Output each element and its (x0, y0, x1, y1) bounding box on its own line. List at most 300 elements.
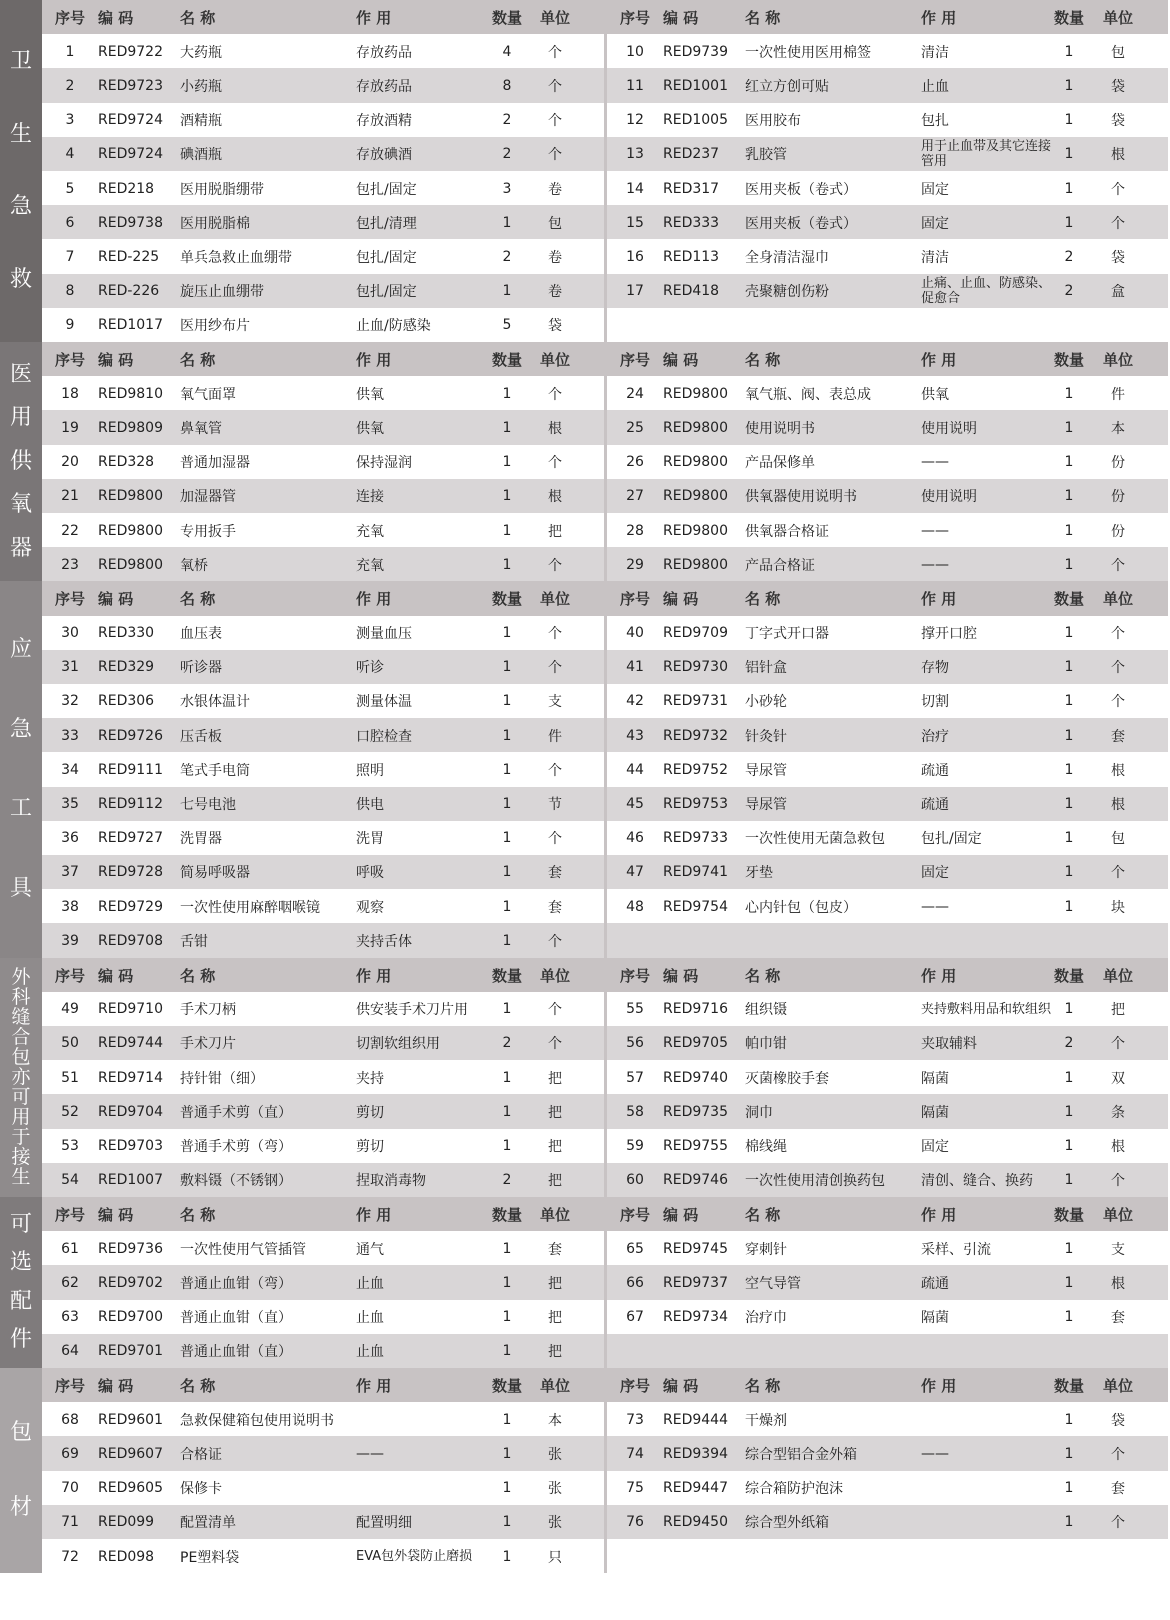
header-code: 编 码 (98, 1206, 134, 1224)
cell-name: 笔式手电筒 (180, 762, 250, 779)
cell-no: 32 (61, 693, 79, 710)
left-item (42, 718, 604, 753)
cell-name: 专用扳手 (180, 523, 236, 540)
cell-no: 36 (61, 830, 79, 847)
cell-code: RED9740 (663, 1069, 728, 1086)
header-unit: 单位 (1102, 590, 1133, 609)
cell-name: PE塑料袋 (180, 1549, 240, 1566)
cell-code: RED9728 (98, 864, 163, 881)
cell-qty: 1 (1064, 43, 1074, 60)
cell-unit (1095, 308, 1141, 343)
cell-qty: 1 (502, 419, 512, 436)
cell-qty: 2 (1064, 283, 1074, 300)
cell-code: RED099 (98, 1514, 155, 1531)
header-code: 编 码 (663, 1206, 699, 1224)
header-no: 序号 (54, 351, 85, 369)
cell-qty: 1 (1064, 761, 1074, 778)
right-item (607, 1539, 1169, 1574)
cell-code: RED9736 (98, 1240, 163, 1257)
right-item (607, 684, 1169, 719)
cell-no: 43 (626, 727, 644, 744)
right-item (607, 34, 1169, 69)
cell-name: 产品合格证 (745, 557, 815, 574)
cell-no: 59 (626, 1138, 644, 1155)
cell-unit: 张 (548, 1481, 562, 1498)
column-divider (604, 342, 607, 581)
right-item (607, 992, 1169, 1027)
cell-name: 医用夹板（卷式） (745, 215, 857, 232)
header-unit: 单位 (1102, 1206, 1133, 1224)
header-use: 作 用 (356, 9, 392, 27)
left-item (42, 239, 604, 274)
cell-use: 用于止血带及其它连接管用 (921, 139, 1052, 170)
cell-code: RED9710 (98, 1001, 163, 1018)
cell-qty: 1 (1064, 1172, 1074, 1189)
side-label-char: 用 (9, 405, 32, 431)
left-item (42, 1094, 604, 1129)
header-no: 序号 (619, 590, 650, 609)
cell-use: 包扎/清理 (356, 215, 417, 232)
right-item (607, 68, 1169, 103)
left-item (42, 650, 604, 685)
cell-unit: 把 (1111, 1002, 1125, 1019)
cell-code: RED9704 (98, 1103, 163, 1120)
cell-no: 70 (61, 1480, 79, 1497)
side-label-char: 生 (9, 121, 32, 147)
left-item (42, 513, 604, 548)
cell-use: 止血 (356, 1275, 384, 1292)
cell-unit: 本 (1111, 420, 1125, 437)
right-item (607, 1265, 1169, 1300)
cell-no: 25 (626, 419, 644, 436)
cell-code: RED218 (98, 180, 155, 197)
header-no: 序号 (54, 9, 85, 27)
cell-name: 医用夹板（卷式） (745, 181, 857, 198)
cell-use: 包扎/固定 (356, 181, 417, 198)
cell-qty: 1 (1064, 796, 1074, 813)
left-item (42, 1129, 604, 1164)
cell-no: 28 (626, 522, 644, 539)
cell-unit: 袋 (1111, 249, 1125, 266)
cell-name: 合格证 (180, 1446, 222, 1463)
side-label-char: 工 (9, 796, 32, 822)
cell-name: 空气导管 (745, 1275, 801, 1292)
cell-use: 止血/防感染 (356, 318, 431, 335)
cell-no: 30 (61, 625, 79, 642)
cell-no: 16 (626, 248, 644, 265)
cell-use: 存放酒精 (356, 113, 412, 130)
cell-unit: 套 (548, 865, 562, 882)
cell-use: 通气 (356, 1241, 384, 1258)
cell-name: 干燥剂 (745, 1412, 787, 1429)
cell-unit: 个 (548, 660, 562, 677)
cell-qty: 1 (502, 214, 512, 231)
cell-use (921, 1539, 1061, 1574)
cell-no: 51 (61, 1069, 79, 1086)
cell-name: 洗胃器 (180, 831, 222, 848)
cell-qty: 2 (502, 248, 512, 265)
header-name: 名 称 (180, 351, 216, 369)
cell-no: 20 (61, 454, 79, 471)
left-item (42, 1163, 604, 1198)
cell-name: 压舌板 (180, 728, 222, 745)
cell-qty: 1 (502, 1548, 512, 1565)
cell-code: RED9733 (663, 830, 728, 847)
cell-name: 医用胶布 (745, 113, 801, 130)
right-item (607, 445, 1169, 480)
cell-use: 供氧 (356, 420, 384, 437)
cell-name: 配置清单 (180, 1515, 236, 1532)
cell-qty: 1 (502, 864, 512, 881)
cell-name: 牙垫 (745, 865, 773, 882)
left-item (42, 684, 604, 719)
cell-name: 保修卡 (180, 1481, 222, 1498)
cell-name: 加湿器管 (180, 489, 236, 506)
cell-unit: 盒 (1111, 284, 1125, 301)
cell-use: 使用说明 (921, 489, 977, 506)
side-label-char: 件 (9, 1327, 32, 1353)
side-label-char: 急 (9, 716, 32, 742)
cell-use: 测量体温 (356, 694, 412, 711)
left-item (42, 752, 604, 787)
cell-name: 供氧器合格证 (745, 523, 829, 540)
cell-use (921, 923, 1061, 958)
header-use: 作 用 (356, 351, 392, 369)
cell-name: 普通手术剪（直） (180, 1104, 292, 1121)
section-side-label (0, 342, 42, 581)
cell-no: 68 (61, 1411, 79, 1428)
cell-no: 55 (626, 1001, 644, 1018)
cell-no: 67 (626, 1309, 644, 1326)
header-right (607, 958, 1169, 993)
right-item (607, 1436, 1169, 1471)
cell-no: 76 (626, 1514, 644, 1531)
cell-unit: 个 (548, 1036, 562, 1053)
left-item (42, 34, 604, 69)
cell-code: RED9734 (663, 1309, 728, 1326)
cell-use: 配置明细 (356, 1515, 412, 1532)
cell-code: RED9601 (98, 1411, 163, 1428)
cell-name: 灭菌橡胶手套 (745, 1070, 829, 1087)
cell-name: 治疗巾 (745, 1310, 787, 1327)
left-item (42, 1231, 604, 1266)
cell-unit: 个 (548, 1002, 562, 1019)
header-unit: 单位 (539, 590, 570, 609)
cell-name: 铝针盒 (745, 660, 787, 677)
cell-unit: 根 (1111, 762, 1125, 779)
side-label-char: 应 (9, 637, 32, 663)
cell-no: 56 (626, 1035, 644, 1052)
cell-code: RED9450 (663, 1514, 728, 1531)
cell-qty: 1 (502, 522, 512, 539)
cell-name (745, 1539, 921, 1574)
cell-name: 导尿管 (745, 762, 787, 779)
cell-name: 小药瓶 (180, 78, 222, 95)
cell-name: 急救保健箱包使用说明书 (180, 1412, 334, 1429)
cell-unit: 包 (1111, 831, 1125, 848)
cell-use: 包扎/固定 (356, 284, 417, 301)
cell-code: RED9703 (98, 1138, 163, 1155)
cell-no (607, 308, 663, 343)
header-code: 编 码 (663, 9, 699, 27)
left-item (42, 547, 604, 582)
cell-code: RED9738 (98, 214, 163, 231)
cell-name: 普通加湿器 (180, 455, 250, 472)
cell-no: 53 (61, 1138, 79, 1155)
cell-qty: 1 (1064, 1138, 1074, 1155)
cell-unit: 把 (548, 1173, 562, 1190)
cell-qty: 1 (1064, 693, 1074, 710)
cell-qty: 4 (502, 43, 512, 60)
header-use: 作 用 (921, 590, 957, 609)
header-name: 名 称 (180, 590, 216, 609)
left-item (42, 1539, 604, 1574)
cell-unit: 个 (1111, 1173, 1125, 1190)
left-item (42, 1265, 604, 1300)
header-use: 作 用 (921, 966, 957, 985)
cell-no: 26 (626, 454, 644, 471)
cell-use (921, 1505, 1061, 1540)
side-label-char: 材 (9, 1495, 32, 1521)
cell-no: 52 (61, 1103, 79, 1120)
cell-code: RED9745 (663, 1240, 728, 1257)
right-item (607, 1129, 1169, 1164)
header-name: 名 称 (745, 966, 781, 985)
cell-no: 6 (65, 214, 75, 231)
left-item (42, 479, 604, 514)
section-4 (0, 1197, 1170, 1368)
side-label-char: 科 (11, 986, 31, 1009)
cell-use: —— (921, 898, 949, 915)
cell-unit: 个 (548, 455, 562, 472)
cell-use: 包扎 (921, 113, 949, 130)
right-item (607, 239, 1169, 274)
cell-code: RED237 (663, 146, 720, 163)
cell-qty: 1 (1064, 1103, 1074, 1120)
right-item (607, 855, 1169, 890)
cell-name: 大药瓶 (180, 44, 222, 61)
cell-no: 75 (626, 1480, 644, 1497)
cell-code: RED9800 (98, 556, 163, 573)
cell-qty: 1 (502, 488, 512, 505)
cell-unit: 袋 (1111, 1412, 1125, 1429)
cell-use: 固定 (921, 1139, 949, 1156)
cell-name: 导尿管 (745, 797, 787, 814)
cell-qty: 8 (502, 77, 512, 94)
cell-no: 38 (61, 898, 79, 915)
cell-qty: 1 (1064, 864, 1074, 881)
cell-name: 手术刀片 (180, 1036, 236, 1053)
cell-qty: 1 (1064, 77, 1074, 94)
cell-code: RED9111 (98, 761, 163, 778)
cell-name: 碘酒瓶 (180, 147, 222, 164)
cell-no: 21 (61, 488, 79, 505)
cell-qty: 1 (502, 283, 512, 300)
header-left (42, 1368, 604, 1403)
left-item (42, 445, 604, 480)
cell-use: 止血 (356, 1344, 384, 1361)
cell-no: 11 (626, 77, 644, 94)
cell-unit: 份 (1111, 455, 1125, 472)
cell-qty: 1 (502, 1309, 512, 1326)
cell-unit: 套 (1111, 1310, 1125, 1327)
left-item (42, 68, 604, 103)
cell-no: 2 (65, 77, 75, 94)
cell-name: 旋压止血绷带 (180, 284, 264, 301)
right-item (607, 1060, 1169, 1095)
header-use: 作 用 (356, 966, 392, 985)
cell-use: 存放药品 (356, 78, 412, 95)
cell-code: RED9735 (663, 1103, 728, 1120)
left-item (42, 274, 604, 309)
cell-unit: 把 (548, 1070, 562, 1087)
side-label-char: 急 (9, 194, 32, 220)
cell-no: 42 (626, 693, 644, 710)
cell-name: 壳聚糖创伤粉 (745, 284, 829, 301)
cell-code: RED9809 (98, 419, 163, 436)
cell-no: 12 (626, 112, 644, 129)
left-item (42, 923, 604, 958)
header-name: 名 称 (180, 966, 216, 985)
cell-use: 观察 (356, 899, 384, 916)
cell-unit: 袋 (1111, 78, 1125, 95)
header-use: 作 用 (921, 9, 957, 27)
cell-code: RED9739 (663, 43, 728, 60)
cell-no: 40 (626, 625, 644, 642)
cell-no: 50 (61, 1035, 79, 1052)
cell-code: RED9753 (663, 796, 728, 813)
cell-qty: 1 (502, 454, 512, 471)
cell-use: 测量血压 (356, 626, 412, 643)
side-label-char: 供 (9, 448, 32, 474)
cell-use: 疏通 (921, 797, 949, 814)
right-item (607, 1026, 1169, 1061)
cell-name: 简易呼吸器 (180, 865, 250, 882)
header-left (42, 1197, 604, 1232)
cell-no: 37 (61, 864, 79, 881)
cell-use: —— (921, 556, 949, 573)
cell-use: 夹持舌体 (356, 933, 412, 950)
header-use: 作 用 (356, 590, 392, 609)
cell-code: RED9447 (663, 1480, 728, 1497)
header-qty: 数量 (1053, 966, 1084, 985)
cell-use: —— (921, 454, 949, 471)
cell-code: RED330 (98, 625, 155, 642)
cell-unit: 个 (1111, 694, 1125, 711)
cell-unit: 根 (1111, 1275, 1125, 1292)
cell-name: 穿刺针 (745, 1241, 787, 1258)
cell-qty: 1 (502, 625, 512, 642)
cell-name: 一次性使用麻醉咽喉镜 (180, 899, 320, 916)
cell-code: RED9705 (663, 1035, 728, 1052)
header-unit: 单位 (1102, 9, 1133, 27)
right-item (607, 547, 1169, 582)
cell-use: 听诊 (356, 660, 384, 677)
cell-unit: 个 (1111, 1515, 1125, 1532)
cell-qty: 1 (1064, 454, 1074, 471)
cell-no: 47 (626, 864, 644, 881)
cell-name (745, 308, 921, 343)
header-code: 编 码 (98, 351, 134, 369)
cell-no: 71 (61, 1514, 79, 1531)
cell-qty: 1 (1064, 112, 1074, 129)
side-label-char: 卫 (9, 48, 32, 74)
cell-no (607, 1539, 663, 1574)
column-divider (604, 1197, 607, 1368)
cell-qty: 1 (1064, 727, 1074, 744)
cell-name: 综合型外纸箱 (745, 1515, 829, 1532)
cell-no: 74 (626, 1445, 644, 1462)
cell-no: 4 (65, 146, 75, 163)
section-5 (0, 1368, 1170, 1573)
cell-unit: 根 (1111, 1139, 1125, 1156)
cell-unit: 个 (548, 626, 562, 643)
cell-use: 止血 (356, 1310, 384, 1327)
right-item (607, 274, 1169, 309)
cell-unit: 节 (548, 797, 562, 814)
cell-unit: 卷 (548, 284, 562, 301)
cell-name: 医用纱布片 (180, 318, 250, 335)
cell-use: 供氧 (356, 386, 384, 403)
cell-code: RED098 (98, 1548, 155, 1565)
cell-qty: 2 (502, 146, 512, 163)
cell-unit: 个 (1111, 1446, 1125, 1463)
cell-qty: 1 (1064, 556, 1074, 573)
header-qty: 数量 (1053, 1206, 1084, 1224)
cell-no: 35 (61, 796, 79, 813)
cell-name: 产品保修单 (745, 455, 815, 472)
header-use: 作 用 (921, 1377, 957, 1395)
cell-no: 39 (61, 932, 79, 949)
cell-name: 供氧器使用说明书 (745, 489, 857, 506)
cell-qty: 1 (502, 932, 512, 949)
cell-qty: 1 (502, 830, 512, 847)
header-unit: 单位 (539, 351, 570, 369)
cell-qty (1049, 923, 1089, 958)
right-item (607, 616, 1169, 651)
cell-use: 止痛、止血、防感染、促愈合 (921, 276, 1052, 307)
cell-name: 氧气瓶、阀、表总成 (745, 386, 871, 403)
cell-qty: 1 (1064, 1411, 1074, 1428)
cell-qty (1049, 1539, 1089, 1574)
cell-use: 采样、引流 (921, 1241, 991, 1258)
cell-unit: 个 (548, 557, 562, 574)
cell-qty: 1 (1064, 214, 1074, 231)
cell-unit: 把 (548, 1104, 562, 1121)
cell-code: RED113 (663, 248, 720, 265)
cell-use: 治疗 (921, 728, 949, 745)
cell-no: 5 (65, 180, 75, 197)
cell-name: 全身清洁湿巾 (745, 249, 829, 266)
column-divider (604, 958, 607, 1197)
cell-no: 64 (61, 1343, 79, 1360)
cell-code: RED9800 (663, 488, 728, 505)
cell-use: 夹持敷料用品和软组织 (921, 1001, 1052, 1017)
header-name: 名 称 (180, 1377, 216, 1395)
cell-unit: 包 (1111, 44, 1125, 61)
section-side-label (0, 1368, 42, 1573)
header-no: 序号 (619, 966, 650, 985)
cell-qty: 1 (502, 1274, 512, 1291)
cell-unit: 个 (548, 762, 562, 779)
header-qty: 数量 (1053, 351, 1084, 369)
cell-qty: 1 (1064, 659, 1074, 676)
header-no: 序号 (619, 1377, 650, 1395)
cell-qty: 1 (1064, 898, 1074, 915)
cell-code: RED9605 (98, 1480, 163, 1497)
cell-code (663, 1539, 743, 1574)
right-item (607, 1334, 1169, 1369)
